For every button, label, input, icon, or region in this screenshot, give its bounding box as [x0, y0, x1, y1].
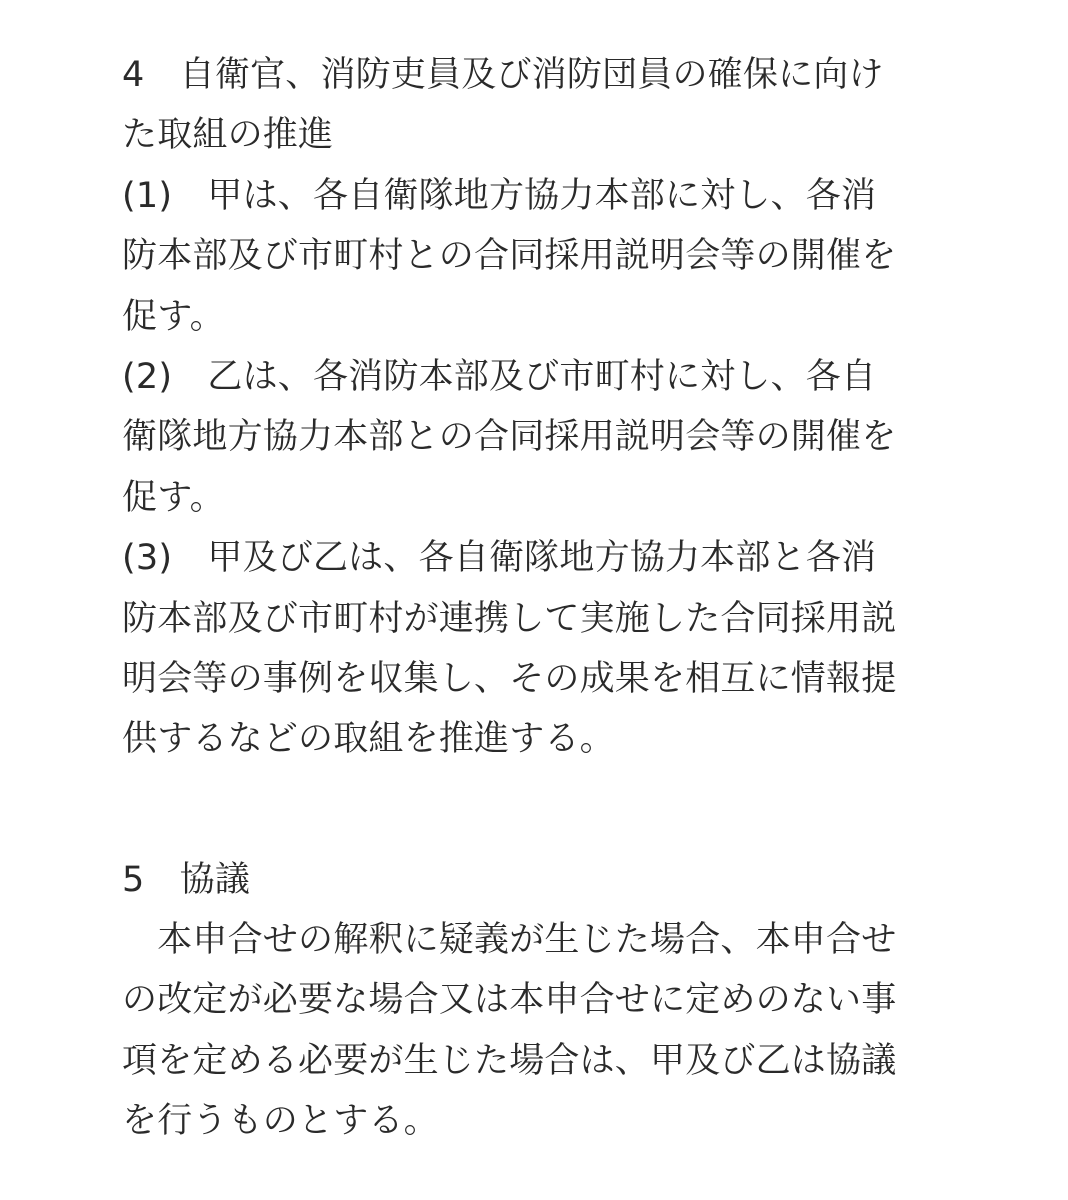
paragraph-line: 衛隊地方協力本部との合同採用説明会等の開催を — [122, 417, 897, 458]
paragraph-line: 防本部及び市町村との合同採用説明会等の開催を — [122, 236, 897, 277]
section-4-item-3 — [122, 528, 952, 770]
section-4 — [122, 45, 952, 770]
section-4-item-2 — [122, 347, 952, 528]
paragraph-line: 促す。 — [122, 296, 225, 337]
paragraph-line: (1) 甲は、各自衛隊地方協力本部に対し、各消 — [122, 175, 877, 216]
paragraph-line: 供するなどの取組を推進する。 — [122, 719, 615, 760]
section-4-heading-line-2: た取組の推進 — [122, 115, 334, 156]
section-spacer — [122, 770, 952, 850]
paragraph-line: 明会等の事例を収集し、その成果を相互に情報提 — [122, 658, 897, 699]
document-body — [122, 45, 952, 1152]
paragraph-line: を行うものとする。 — [122, 1101, 439, 1142]
paragraph-line: 本申合せの解釈に疑義が生じた場合、本申合せ — [122, 920, 897, 961]
section-5 — [122, 850, 952, 1152]
section-5-heading: 5 協議 — [122, 859, 251, 900]
paragraph-line: 防本部及び市町村が連携して実施した合同採用説 — [122, 598, 897, 639]
paragraph-line: 促す。 — [122, 477, 225, 518]
section-4-item-1 — [122, 166, 952, 347]
section-4-heading-line-1: 4 自衛官、消防吏員及び消防団員の確保に向け — [122, 55, 884, 95]
paragraph-line: (2) 乙は、各消防本部及び市町村に対し、各自 — [122, 356, 877, 397]
paragraph-line: (3) 甲及び乙は、各自衛隊地方協力本部と各消 — [122, 538, 877, 579]
paragraph-line: の改定が必要な場合又は本申合せに定めのない事 — [122, 980, 897, 1021]
paragraph-line: 項を定める必要が生じた場合は、甲及び乙は協議 — [122, 1040, 897, 1081]
